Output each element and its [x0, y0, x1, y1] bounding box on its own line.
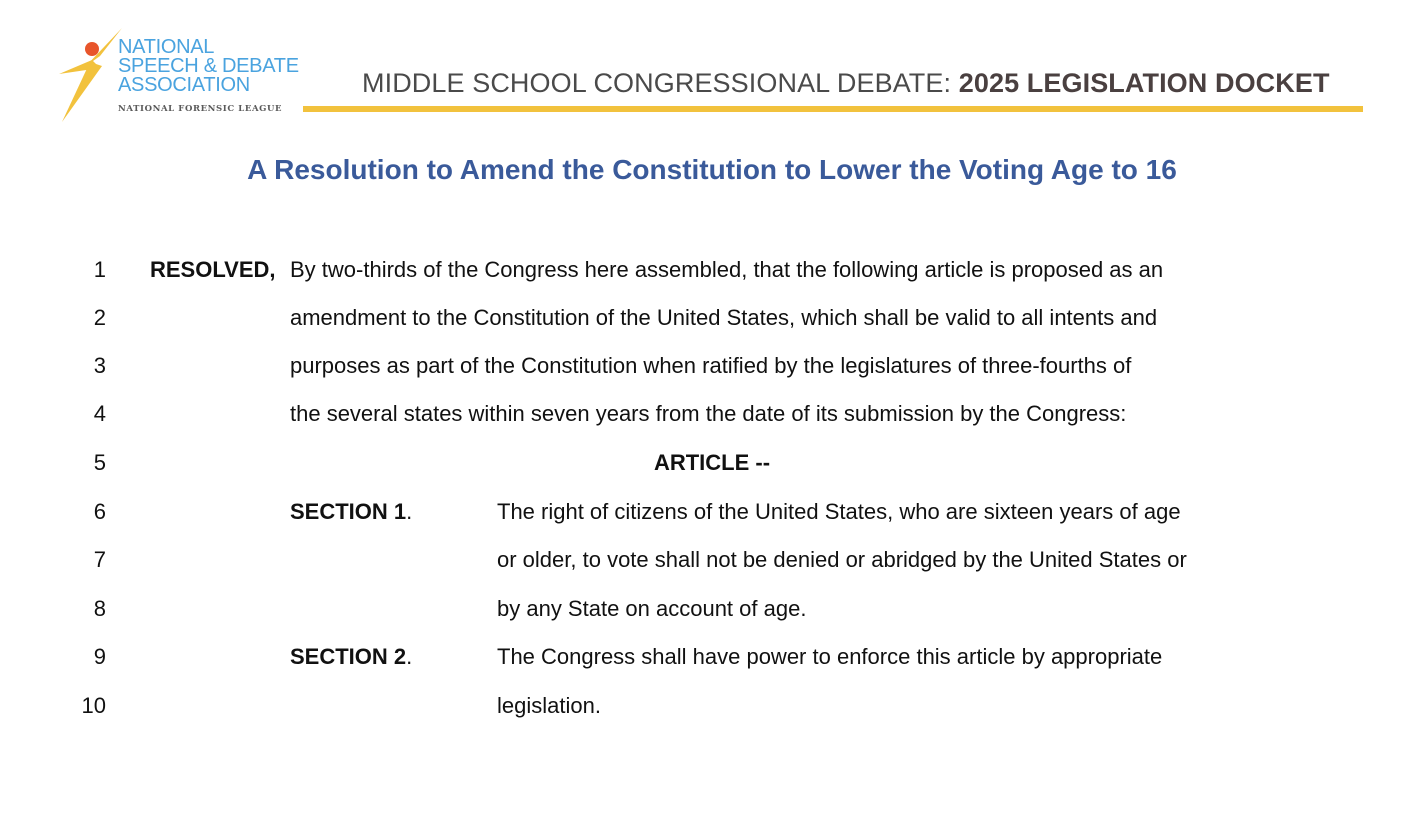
- line-number: 4: [93, 401, 106, 426]
- section-label: [290, 642, 412, 672]
- logo-line-national: NATIONAL: [118, 36, 215, 58]
- line-number: 5: [93, 450, 106, 475]
- resolution-title: A Resolution to Amend the Constitution to Lower the Voting Age to 16: [247, 154, 1177, 185]
- document-line: [0, 255, 1424, 285]
- nsda-logo: [56, 26, 316, 126]
- header-divider: [303, 106, 1363, 112]
- line-text: purposes as part of the Constitution when ratified by the legislatures of three-fourths of: [290, 353, 1132, 378]
- document-line: [0, 691, 1424, 721]
- logo-line-speech-debate: SPEECH & DEBATE: [118, 55, 299, 77]
- article-heading: ARTICLE --: [653, 450, 771, 475]
- document-line: [0, 594, 1424, 624]
- section-label-punct: .: [406, 644, 413, 669]
- line-number: 6: [93, 499, 106, 524]
- line-number: 9: [93, 644, 106, 669]
- section-label-text: SECTION 1: [290, 499, 407, 524]
- logo-subtitle: NATIONAL FORENSIC LEAGUE: [118, 104, 283, 114]
- logo-wordmark: [118, 38, 299, 95]
- document-line: [0, 497, 1424, 527]
- section-text: or older, to vote shall not be denied or abridged by the United States or: [497, 547, 1187, 572]
- document-line: [0, 448, 1424, 478]
- section-label: [290, 497, 412, 527]
- document-line: [0, 545, 1424, 575]
- document-line: [0, 399, 1424, 429]
- docket-title-regular: MIDDLE SCHOOL CONGRESSIONAL DEBATE:: [362, 68, 959, 98]
- line-number: 2: [93, 305, 106, 330]
- section-label-punct: .: [406, 499, 413, 524]
- section-text: by any State on account of age.: [497, 596, 807, 621]
- document-line: [0, 642, 1424, 672]
- line-number: 1: [93, 257, 106, 282]
- section-text: legislation.: [497, 693, 601, 718]
- line-text: amendment to the Constitution of the United States, which shall be valid to all intents and: [290, 305, 1158, 330]
- resolved-label: RESOLVED,: [150, 257, 276, 282]
- line-number: 8: [93, 596, 106, 621]
- speaker-figure-icon: [56, 26, 126, 126]
- section-label-text: SECTION 2: [290, 644, 407, 669]
- logo-line-association: ASSOCIATION: [118, 74, 250, 96]
- section-text: The Congress shall have power to enforce this article by appropriate: [497, 644, 1163, 669]
- document-line: [0, 351, 1424, 381]
- document-line: [0, 303, 1424, 333]
- line-number: 7: [93, 547, 106, 572]
- docket-title: [362, 68, 1330, 99]
- line-text: By two-thirds of the Congress here assembled, that the following article is proposed as an: [290, 257, 1164, 282]
- docket-title-bold: 2025 LEGISLATION DOCKET: [958, 68, 1330, 98]
- section-text: The right of citizens of the United States, who are sixteen years of age: [497, 499, 1181, 524]
- line-text: the several states within seven years from the date of its submission by the Congress:: [290, 401, 1127, 426]
- line-number: 10: [81, 693, 106, 718]
- line-number: 3: [93, 353, 106, 378]
